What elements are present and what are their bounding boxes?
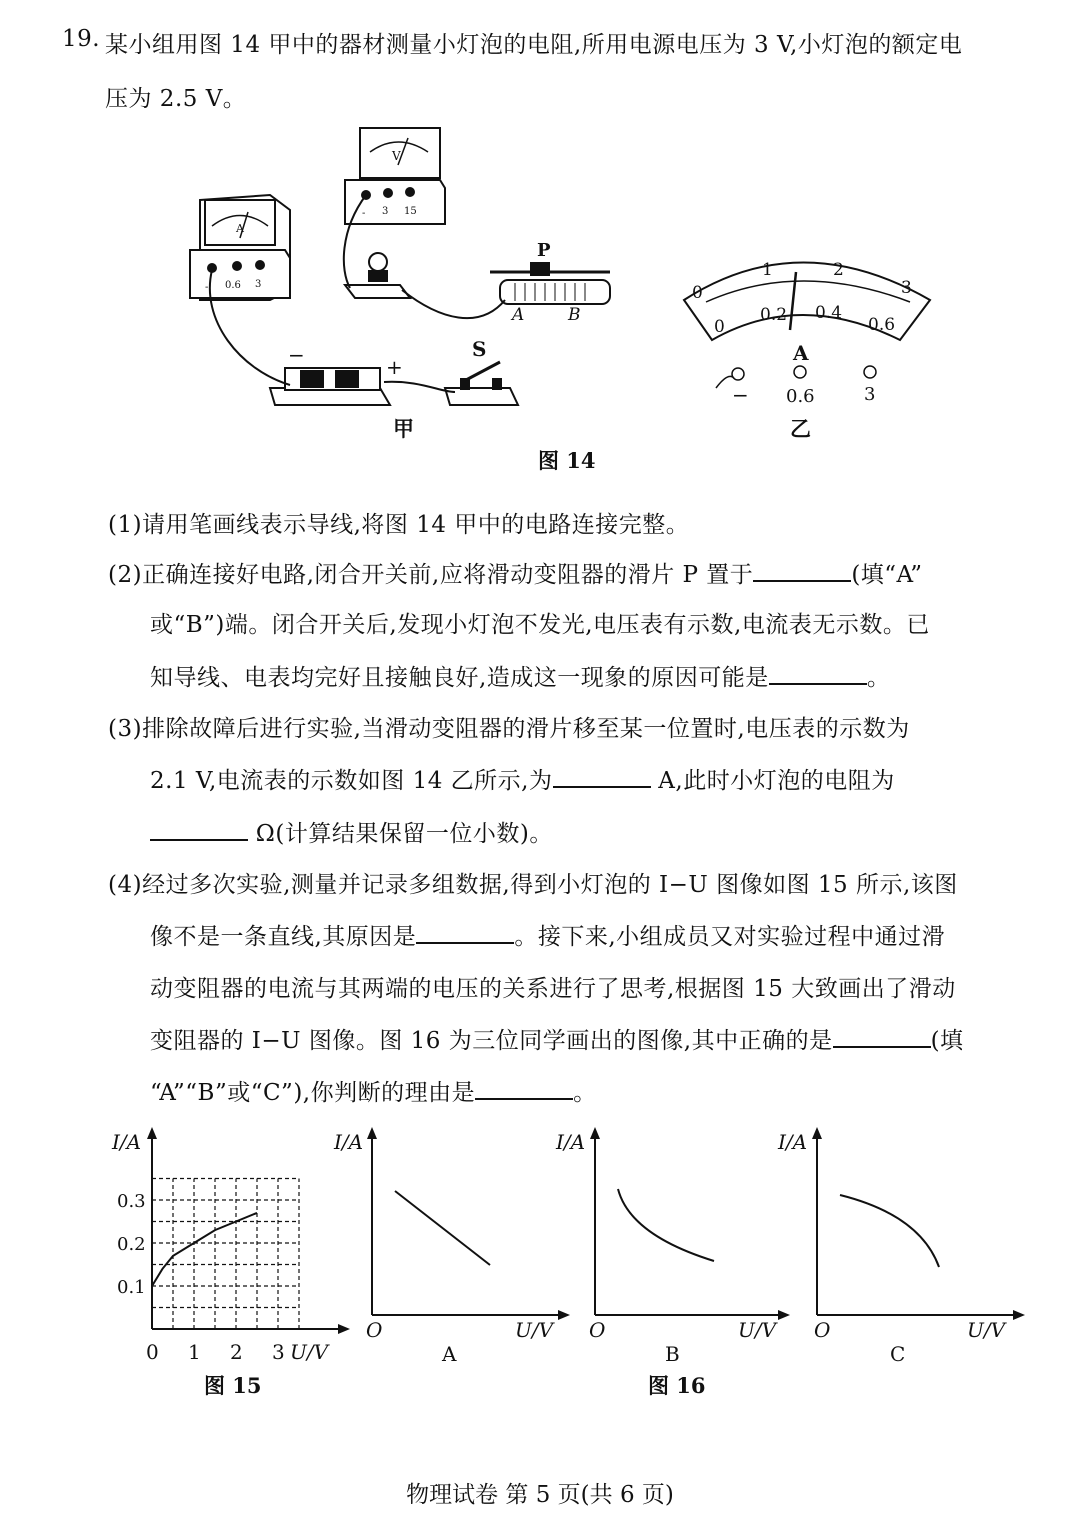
fig15-ytick: 0.3 [117, 1191, 146, 1212]
svg-text:I/A: I/A [556, 1130, 586, 1154]
figure-16 [330, 1125, 1050, 1375]
figure-16-caption: 图 16 [648, 1373, 706, 1398]
answer-blank[interactable] [416, 924, 514, 944]
rheostat [490, 240, 610, 325]
answer-blank[interactable] [769, 665, 867, 685]
part-4-line1: (4)经过多次实验,测量并记录多组数据,得到小灯泡的 I−U 图像如图 15 所示,该图 [108, 872, 958, 898]
answer-blank[interactable] [553, 768, 651, 788]
fig15-grid [152, 1179, 299, 1330]
answer-blank[interactable] [150, 821, 248, 841]
part-3-line1: (3)排除故障后进行实验,当滑动变阻器的滑片移至某一位置时,电压表的示数为 [108, 716, 910, 742]
part-2-line2: 或“B”)端。闭合开关后,发现小灯泡不发光,电压表有示数,电流表无示数。已 [150, 612, 930, 638]
part-3-line3: Ω(计算结果保留一位小数)。 [150, 815, 553, 848]
svg-text:15: 15 [404, 206, 417, 217]
fig15-xtick: 3 [272, 1340, 285, 1364]
question-number: 19. [62, 26, 101, 52]
svg-text:0: 0 [714, 317, 725, 337]
svg-text:+: + [386, 355, 403, 379]
figure-15-caption: 图 15 [204, 1373, 262, 1398]
svg-text:3: 3 [864, 384, 876, 405]
svg-text:−: − [732, 383, 749, 407]
part-4-line5: “A”“B”或“C”),你判断的理由是 。 [150, 1080, 597, 1106]
svg-text:U/V: U/V [967, 1318, 1006, 1342]
lamp-holder [345, 253, 410, 298]
fig16-a-line [395, 1191, 490, 1265]
svg-text:3: 3 [255, 279, 262, 290]
svg-text:U/V: U/V [515, 1318, 554, 1342]
question-stem-line1: 某小组用图 14 甲中的器材测量小灯泡的电阻,所用电源电压为 3 V,小灯泡的额定电 [105, 32, 963, 58]
svg-text:0.4: 0.4 [815, 303, 843, 323]
fig15-ytick: 0.1 [117, 1277, 146, 1298]
ammeter-dial [684, 260, 930, 407]
svg-text:O: O [366, 1318, 383, 1342]
svg-text:O: O [589, 1318, 606, 1342]
svg-text:U/V: U/V [738, 1318, 777, 1342]
figure-14 [0, 0, 1080, 480]
fig16-label-a: A [442, 1342, 457, 1366]
part-4-line2: 像不是一条直线,其原因是 。接下来,小组成员又对实验过程中通过滑 [150, 924, 946, 950]
question-stem-line2: 压为 2.5 V。 [105, 86, 247, 112]
fig15-xlabel: U/V [290, 1340, 329, 1364]
figure-15-chart [100, 1125, 360, 1385]
part-2-line1: (2)正确连接好电路,闭合开关前,应将滑动变阻器的滑片 P 置于 (填“A” [108, 562, 923, 588]
fig15-xtick: 2 [230, 1340, 243, 1364]
fig15-curve [152, 1213, 257, 1286]
svg-text:0.6: 0.6 [225, 280, 241, 291]
fig16-b-curve [618, 1189, 714, 1261]
svg-text:0: 0 [692, 283, 703, 303]
fig14-jia-label: 甲 [393, 416, 414, 441]
fig15-ylabel: I/A [112, 1130, 142, 1154]
svg-text:3: 3 [901, 278, 912, 298]
svg-text:I/A: I/A [778, 1130, 808, 1154]
answer-blank[interactable] [475, 1080, 573, 1100]
fig16-c-curve [840, 1195, 939, 1267]
page-footer: 物理试卷 第 5 页(共 6 页) [406, 1482, 674, 1508]
part-4-line4: 变阻器的 I−U 图像。图 16 为三位同学画出的图像,其中正确的是 (填 [150, 1028, 964, 1054]
fig16-label-c: C [890, 1342, 906, 1366]
svg-text:1: 1 [762, 260, 773, 280]
part-1: (1)请用笔画线表示导线,将图 14 甲中的电路连接完整。 [108, 512, 690, 538]
svg-text:2: 2 [833, 260, 844, 280]
voltmeter-letter: V [392, 149, 401, 163]
rheostat-p-label: P [537, 240, 551, 261]
fig14-caption: 图 14 [538, 448, 596, 473]
battery [270, 343, 403, 405]
part-3-line2: 2.1 V,电流表的示数如图 14 乙所示,为 A,此时小灯泡的电阻为 [150, 768, 895, 794]
svg-text:3: 3 [382, 206, 389, 217]
fig16-panel-c [777, 1127, 1025, 1366]
fig16-label-b: B [665, 1342, 680, 1366]
svg-text:A: A [793, 341, 809, 365]
fig14-yi-label: 乙 [790, 416, 811, 441]
svg-text:-: - [362, 208, 366, 219]
part-4-line3: 动变阻器的电流与其两端的电压的关系进行了思考,根据图 15 大致画出了滑动 [150, 976, 956, 1002]
svg-text:0.6: 0.6 [786, 386, 815, 407]
svg-text:O: O [814, 1318, 831, 1342]
fig15-xtick: 1 [188, 1340, 201, 1364]
voltmeter-device [345, 128, 445, 224]
svg-text:-: - [205, 282, 209, 293]
svg-text:I/A: I/A [334, 1130, 364, 1154]
rheostat-b-label: B [568, 305, 581, 325]
ammeter-device [190, 195, 290, 300]
fig15-ytick: 0.2 [117, 1234, 146, 1255]
switch-label: S [472, 337, 487, 361]
svg-text:−: − [288, 343, 305, 367]
svg-text:0.6: 0.6 [868, 315, 896, 335]
fig16-panel-b [555, 1127, 790, 1366]
switch [445, 337, 518, 405]
ammeter-letter: A [236, 222, 244, 235]
rheostat-a-label: A [512, 305, 525, 325]
fig16-panel-a [333, 1127, 570, 1366]
part-2-line3: 知导线、电表均完好且接触良好,造成这一现象的原因可能是 。 [150, 665, 891, 691]
svg-text:0.2: 0.2 [760, 305, 788, 325]
answer-blank[interactable] [753, 562, 851, 582]
answer-blank[interactable] [833, 1028, 931, 1048]
fig15-xtick: 0 [146, 1340, 159, 1364]
